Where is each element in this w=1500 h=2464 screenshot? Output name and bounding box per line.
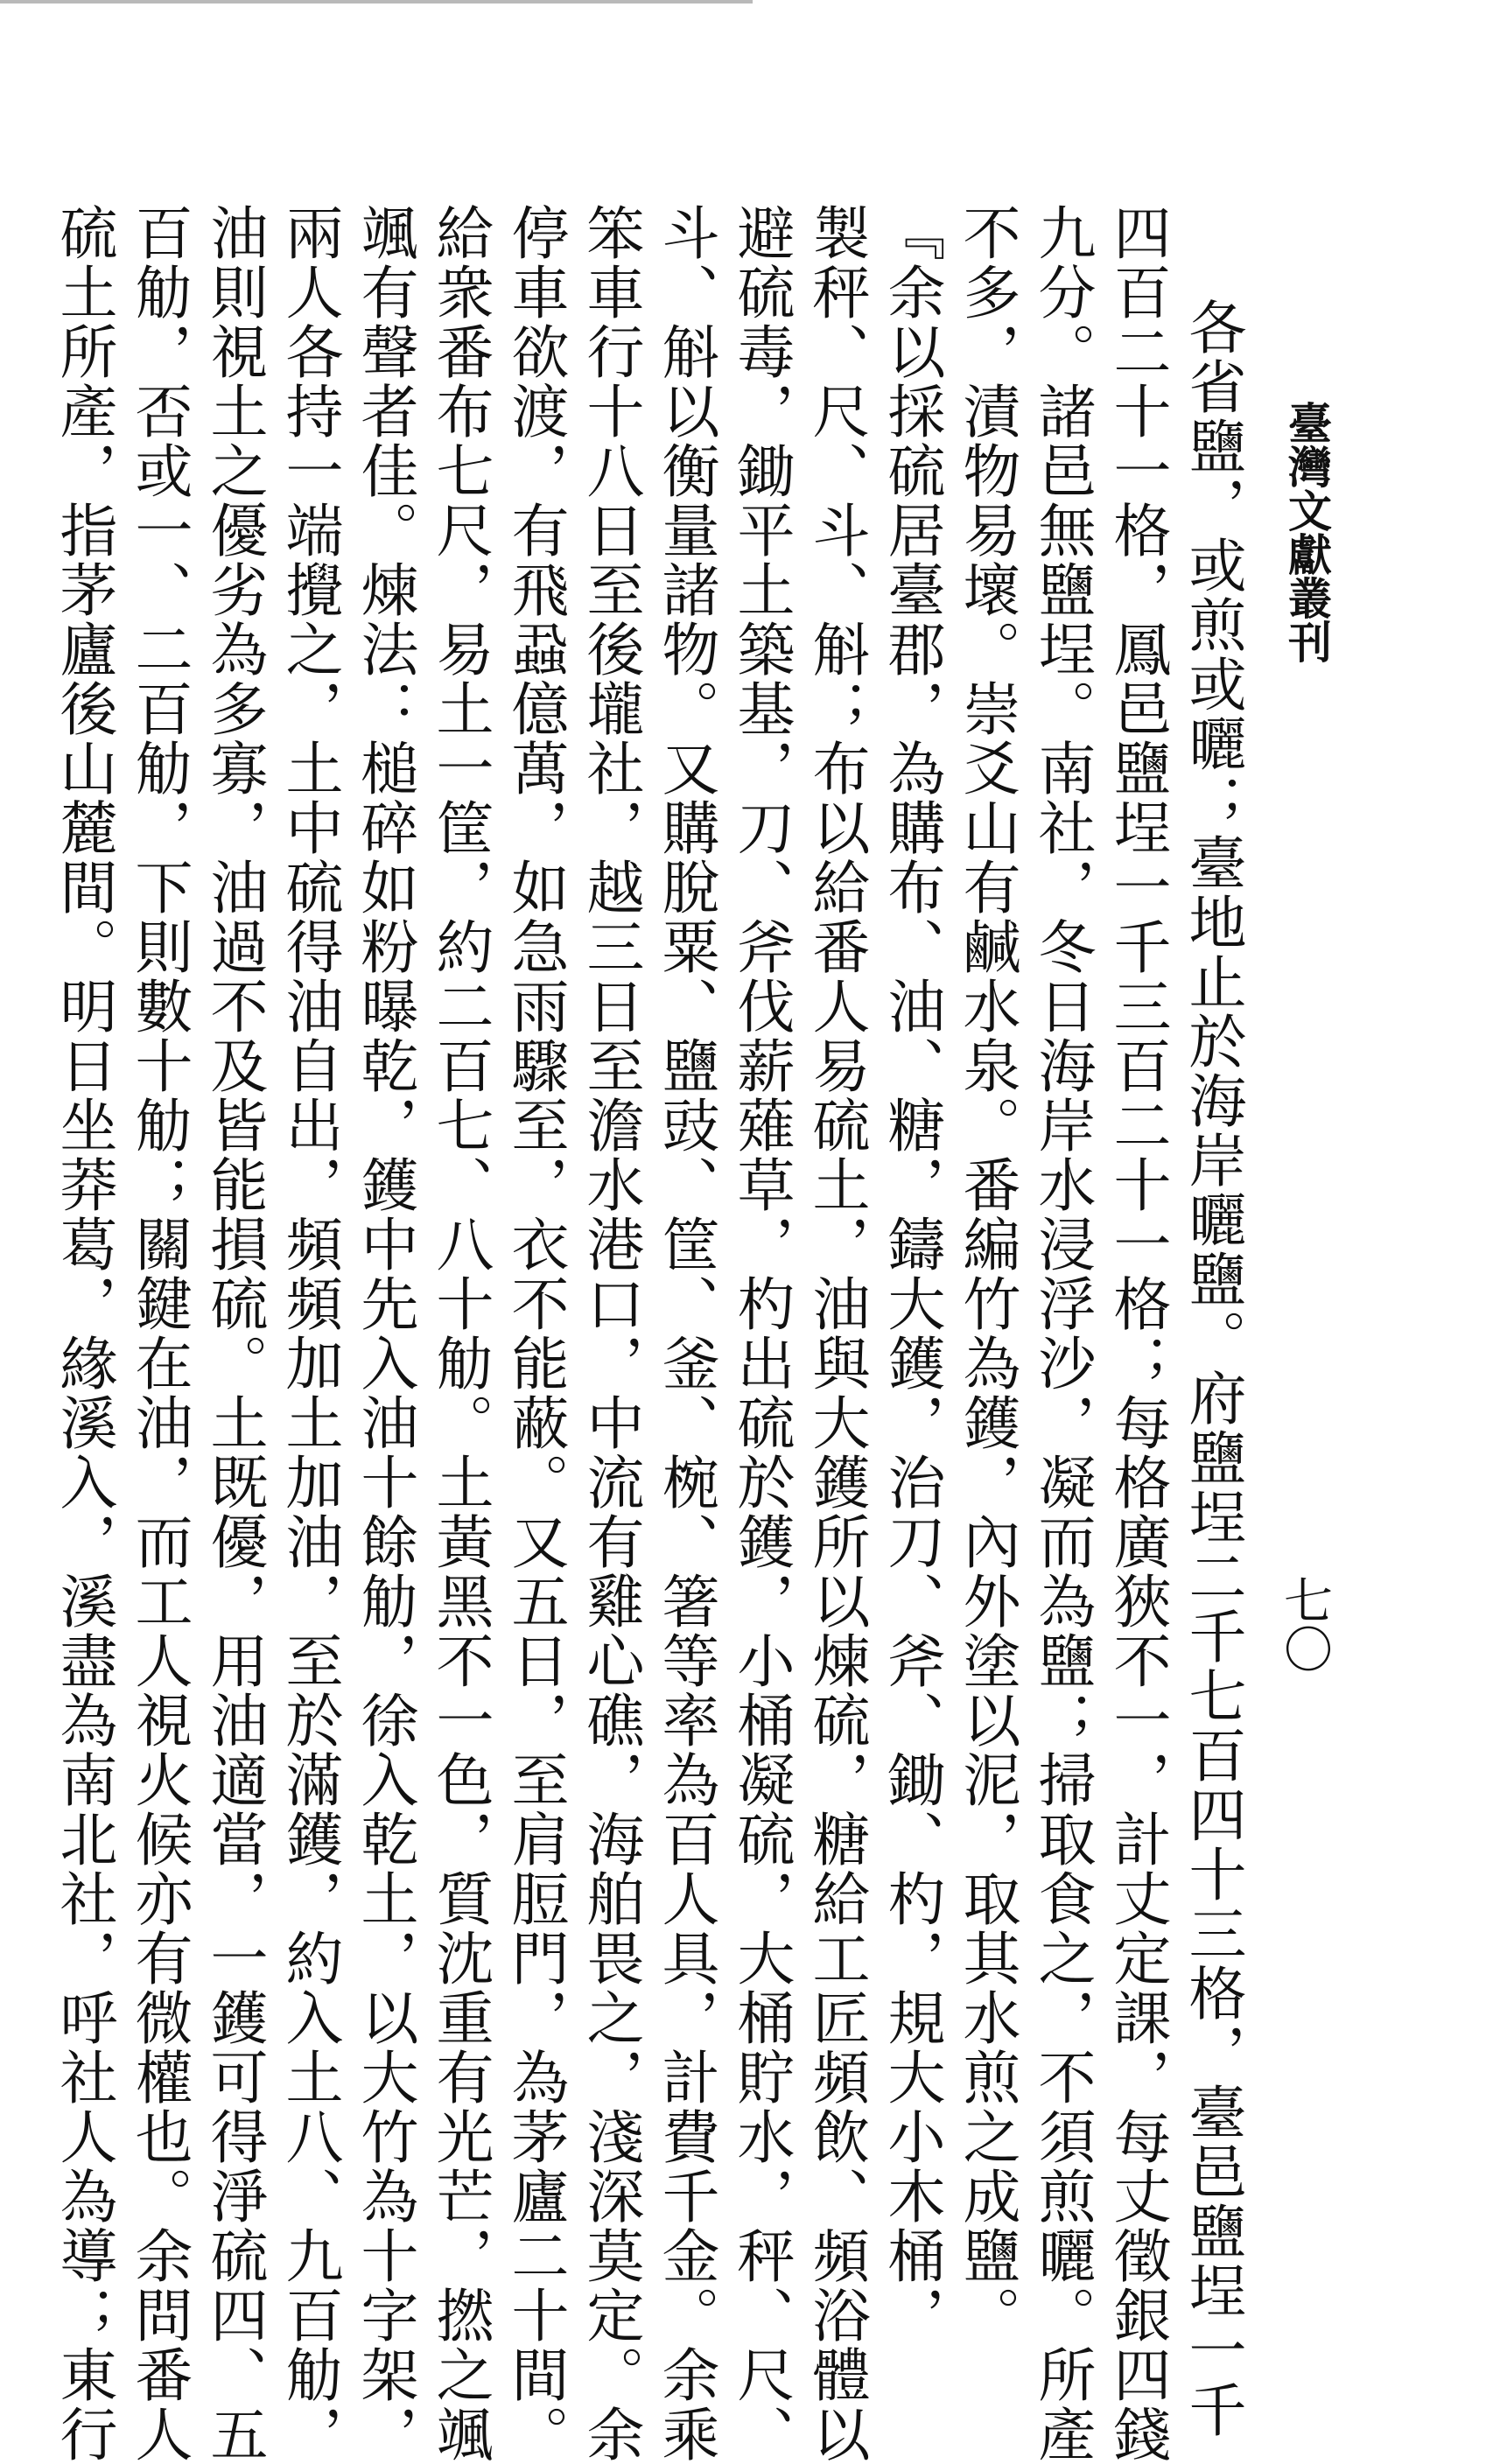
text-column: 給衆番布七尺，易土一筐，約二百七、八十觔。土黃黑不一色，質沈重有光芒，撚之颯 (426, 203, 494, 2464)
top-rule (0, 0, 753, 4)
text-column: 斗、斛以衡量諸物。又購脫粟、鹽豉、筐、釜、椀、箸等率為百人具，計費千金。余乘 (652, 203, 719, 2464)
text-column: 四百二十一格，鳳邑鹽埕一千三百二十一格；每格廣狹不一，計丈定課，每丈徵銀四錢 (1104, 203, 1171, 2464)
text-column: 『余以採硫居臺郡，為購布、油、糖，鑄大鑊，治刀、斧、鋤、杓，規大小木桶， (878, 203, 945, 2345)
page-number: 七〇 (1276, 1575, 1333, 1673)
text-column: 颯有聲者佳。煉法：槌碎如粉曝乾，鑊中先入油十餘觔，徐入乾土，以大竹為十字架， (351, 203, 418, 2464)
text-column: 各省鹽，或煎或曬；臺地止於海岸曬鹽。府鹽埕二千七百四十三格，臺邑鹽埕一千 (1179, 298, 1246, 2440)
text-column: 九分。諸邑無鹽埕。南社，冬日海岸水浸浮沙，凝而為鹽；掃取食之，不須煎曬。所產 (1028, 203, 1096, 2464)
text-column: 不多，漬物易壞。崇爻山有鹹水泉。番編竹為鑊，內外塗以泥，取其水煎之成鹽。 (953, 203, 1020, 2345)
text-column: 油則視土之優劣為多寡，油過不及皆能損硫。土既優，用油適當，一鑊可得淨硫四、五 (200, 203, 268, 2464)
text-column: 百觔，否或一、二百觔，下則數十觔；關鍵在油，而工人視火候亦有微權也。余問番人 (125, 203, 193, 2464)
text-column: 製秤、尺、斗、斛；布以給番人易硫土，油與大鑊所以煉硫，糖給工匠頻飲、頻浴體以 (803, 203, 870, 2464)
text-column: 停車欲渡，有飛蝨億萬，如急雨驟至，衣不能蔽。又五日，至肩脰門，為茅廬二十間。 (501, 203, 569, 2464)
running-header-title: 臺灣文獻叢刊 (1281, 401, 1333, 663)
text-column: 硫土所產，指茅廬後山麓間。明日坐莽葛，緣溪入，溪盡為南北社，呼社人為導；東行 (50, 203, 117, 2464)
text-column: 兩人各持一端攪之，土中硫得油自出，頻頻加土加油，至於滿鑊，約入土八、九百觔， (276, 203, 343, 2464)
text-column: 笨車行十八日至後壠社，越三日至澹水港口，中流有雞心礁，海舶畏之，淺深莫定。余 (577, 203, 644, 2464)
text-column: 避硫毒，鋤平土築基，刀、斧伐薪薙草，杓出硫於鑊，小桶凝硫，大桶貯水，秤、尺、 (727, 203, 795, 2464)
